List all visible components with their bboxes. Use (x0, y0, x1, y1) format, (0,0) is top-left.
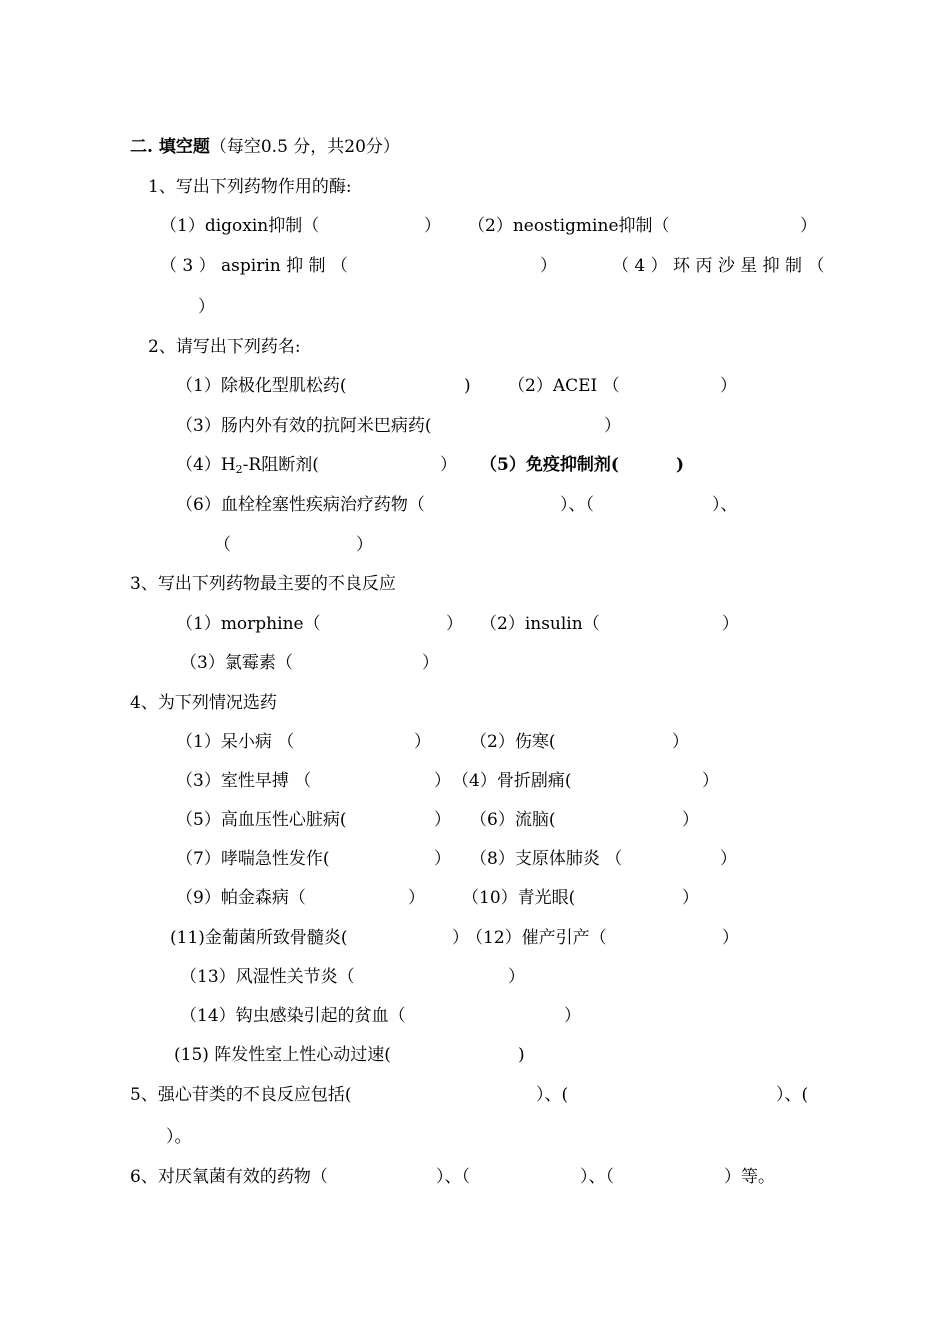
q4-item-3-close: ） (434, 771, 451, 791)
q2-item-1: （1）除极化型肌松药( (176, 376, 347, 396)
q4-item-10-close: ） (682, 888, 699, 908)
q2-item-4-close: ） (440, 455, 457, 475)
q2-item-6-extra: （ (214, 535, 231, 555)
q2-item-4-sub: 2 (235, 463, 243, 476)
q1-item-3: （ 3 ） aspirin 抑 制 （ (160, 256, 348, 276)
q4-item-14: （14）钩虫感染引起的贫血（ (180, 1006, 406, 1026)
q2-item-6: （6）血栓栓塞性疾病治疗药物（ (176, 495, 425, 515)
q4-item-15-close: ) (518, 1045, 525, 1065)
q4-item-1-close: ） (414, 732, 431, 752)
q4-item-10: （10）青光眼( (462, 888, 576, 908)
q1-heading: 1、写出下列药物作用的酶: (148, 177, 352, 197)
section-note: （每空0.5 分，共20分） (209, 137, 400, 157)
q4-item-5: （5）高血压性心脏病( (176, 810, 347, 830)
q1-item-1: （1）digoxin抑制（ (160, 216, 320, 236)
section-title (130, 136, 400, 158)
q4-item-7: （7）哮喘急性发作( (176, 849, 330, 869)
q3-item-3: （3）氯霉素（ (180, 653, 293, 673)
q2-item-4-pre: （4）H (176, 455, 236, 475)
q6-line: 6、对厌氧菌有效的药物（ (130, 1167, 328, 1187)
q1-item-1-close: ） (424, 216, 441, 236)
q4-item-9: （9）帕金森病（ (176, 888, 306, 908)
q1-item-3-close: ） (540, 256, 557, 276)
q4-item-13-close: ） (508, 967, 525, 987)
q4-item-9-close: ） (408, 888, 425, 908)
q4-item-13: （13）风湿性关节炎（ (180, 967, 355, 987)
q2-item-4 (176, 454, 319, 481)
section-title-text: 二. 填空题 (130, 137, 210, 157)
q4-item-12: （12）催产引产（ (466, 928, 607, 948)
q3-item-1-close: ） (446, 614, 463, 634)
q2-item-6-sep-1: ）、（ (560, 495, 594, 515)
q2-item-4-post: -R阻断剂( (242, 455, 319, 475)
q6-end: ）等。 (724, 1167, 775, 1187)
q4-item-8-close: ） (720, 849, 737, 869)
q4-item-3: （3）室性早搏 （ (176, 771, 312, 791)
q6-sep-1: ）、（ (436, 1167, 470, 1187)
q3-item-1: （1）morphine（ (176, 614, 321, 634)
q2-heading: 2、请写出下列药名: (148, 337, 301, 357)
q2-item-3: （3）肠内外有效的抗阿米巴病药( (176, 416, 432, 436)
q4-heading: 4、为下列情况选药 (130, 693, 277, 713)
q4-item-14-close: ） (564, 1006, 581, 1026)
q4-item-11: (11)金葡菌所致骨髓炎( (170, 928, 348, 948)
q2-item-2-close: ） (720, 376, 737, 396)
q2-item-6-sep-2: ）、 (712, 495, 738, 515)
q1-item-2-close: ） (800, 216, 817, 236)
q4-item-8: （8）支原体肺炎 （ (470, 849, 623, 869)
q6-sep-2: ）、（ (580, 1167, 614, 1187)
q4-item-6-close: ） (682, 810, 699, 830)
q2-item-5-close: ) (676, 455, 685, 475)
q2-item-1-close: ) (464, 376, 471, 396)
q5-end: ）。 (166, 1127, 192, 1147)
q2-item-5: （5）免疫抑制剂( (480, 455, 619, 475)
q4-item-11-close: ） (452, 928, 469, 948)
q4-item-15: (15) 阵发性室上性心动过速( (174, 1045, 391, 1065)
q4-item-4-close: ） (702, 771, 719, 791)
q4-item-2: （2）伤寒( (470, 732, 556, 752)
q3-item-2: （2）insulin（ (480, 614, 600, 634)
q4-item-5-close: ） (434, 810, 451, 830)
q3-item-3-close: ） (422, 653, 439, 673)
q4-item-2-close: ） (672, 732, 689, 752)
q5-sep-1: ）、( (536, 1085, 569, 1105)
q5-line: 5、强心苷类的不良反应包括( (130, 1085, 352, 1105)
q4-item-7-close: ） (434, 849, 451, 869)
q2-item-3-close: ） (604, 416, 621, 436)
q5-sep-2: ）、( (776, 1085, 809, 1105)
q1-item-2: （2）neostigmine抑制（ (468, 216, 670, 236)
q4-item-12-close: ） (722, 928, 739, 948)
q4-item-1: （1）呆小病 （ (176, 732, 295, 752)
q3-heading: 3、写出下列药物最主要的不良反应 (130, 574, 396, 594)
q4-item-6: （6）流脑( (470, 810, 556, 830)
q2-item-2: （2）ACEI （ (508, 376, 620, 396)
q3-item-2-close: ） (722, 614, 739, 634)
q2-item-6-extra-close: ） (356, 535, 373, 555)
q4-item-4: （4）骨折剧痛( (452, 771, 572, 791)
q1-item-4: （ 4 ） 环 丙 沙 星 抑 制 （ (612, 256, 825, 276)
q1-item-4-close: ） (198, 297, 215, 317)
